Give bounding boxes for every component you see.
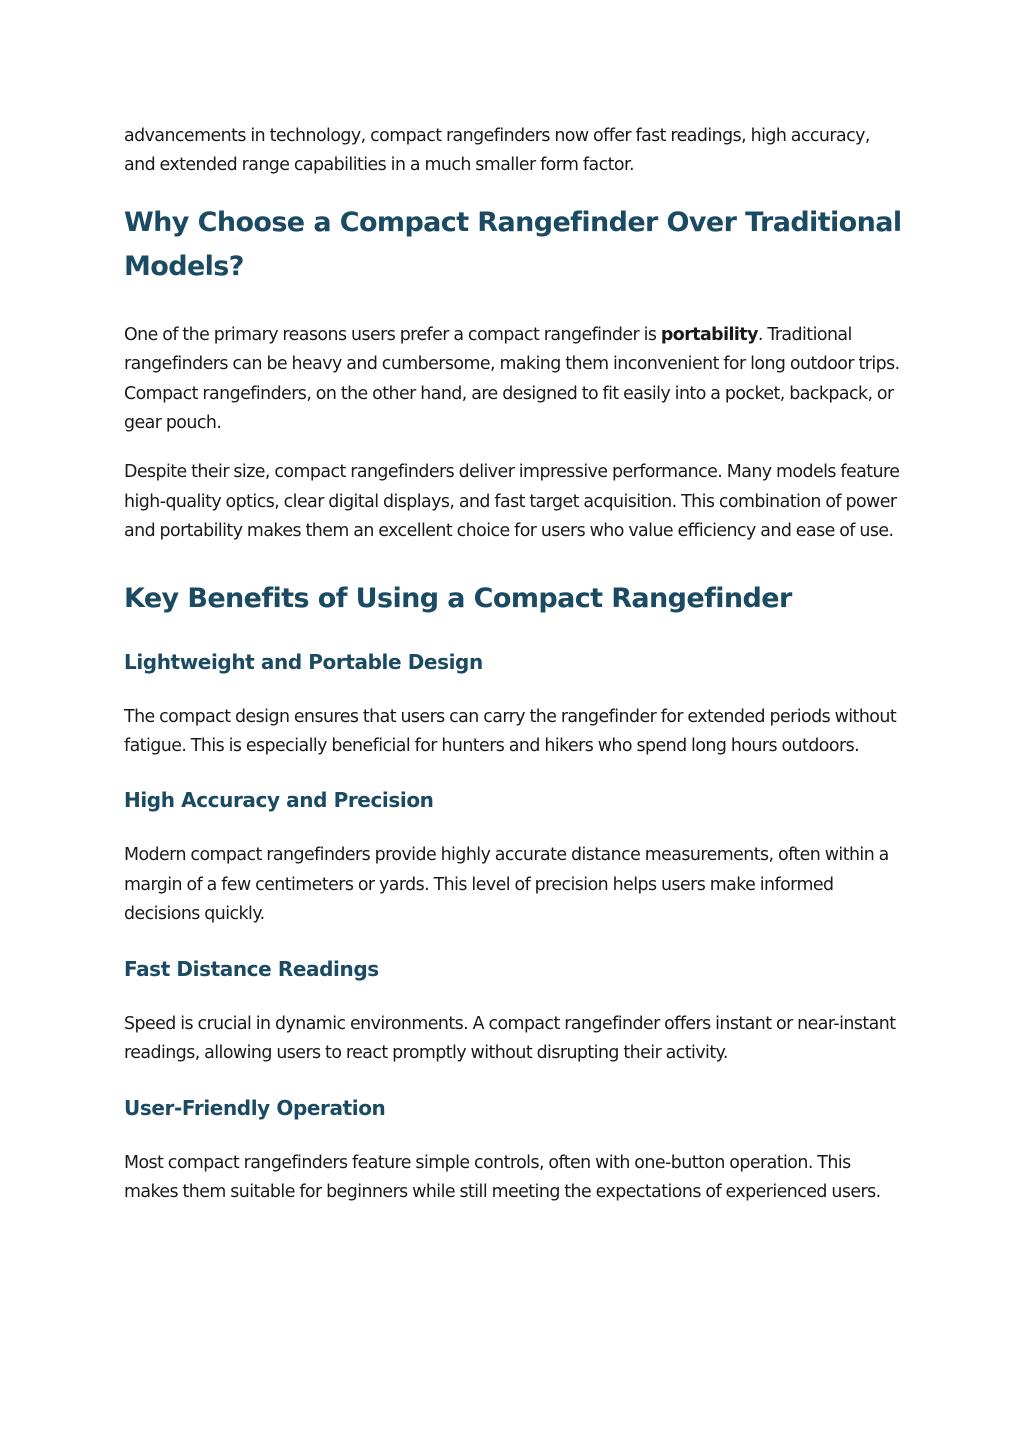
why-paragraph-2: Despite their size, compact rangefinders deliver impressive performance. Many models feature high-quality optics, clear digital displays, and fast target acquisition. This combination of power and portability makes them an excellent choice for users who value efficiency and ease of use.: [124, 462, 900, 542]
paragraph-lightweight-portable: The compact design ensures that users can carry the rangefinder for extended periods without fatigue. This is especially beneficial for hunters and hikers who spend long hours outdoors.: [124, 706, 897, 757]
why-paragraph-1: [124, 321, 904, 439]
portability-emphasis: portability: [660, 324, 758, 345]
section-heading-key-benefits: Key Benefits of Using a Compact Rangefinder: [124, 582, 792, 614]
document-page: [124, 122, 904, 1207]
subheading-lightweight-portable: Lightweight and Portable Design: [124, 649, 483, 674]
paragraph-high-accuracy: Modern compact rangefinders provide highly accurate distance measurements, often within a margin of a few centimeters or yards. This level of precision helps users make informed decisions quickly.: [124, 845, 889, 925]
subheading-user-friendly: User-Friendly Operation: [124, 1095, 386, 1120]
paragraph-user-friendly: Most compact rangefinders feature simple controls, often with one-button operation. This makes them suitable for beginners while still meeting the expectations of experienced users.: [124, 1152, 881, 1202]
intro-paragraph: advancements in technology, compact rangefinders now offer fast readings, high accuracy, and extended range capabilities in a much smaller form factor.: [124, 126, 870, 176]
paragraph-fast-readings: Speed is crucial in dynamic environments. A compact rangefinder offers instant or near-instant readings, allowing users to react promptly without disrupting their activity.: [124, 1013, 896, 1064]
subheading-fast-readings: Fast Distance Readings: [124, 956, 379, 981]
why-paragraph-1-end: . Traditional rangefinders can be heavy and cumbersome, making them inconvenient for long outdoor trips. Compact rangefinders, on the other hand, are designed to fit easily into a pocket, backpack, or gear pouch.: [124, 324, 900, 434]
subheading-high-accuracy: High Accuracy and Precision: [124, 788, 434, 813]
why-paragraph-1-start: One of the primary reasons users prefer a compact rangefinder is: [124, 324, 661, 345]
section-heading-why-compact: Why Choose a Compact Rangefinder Over Traditional Models?: [124, 206, 902, 282]
